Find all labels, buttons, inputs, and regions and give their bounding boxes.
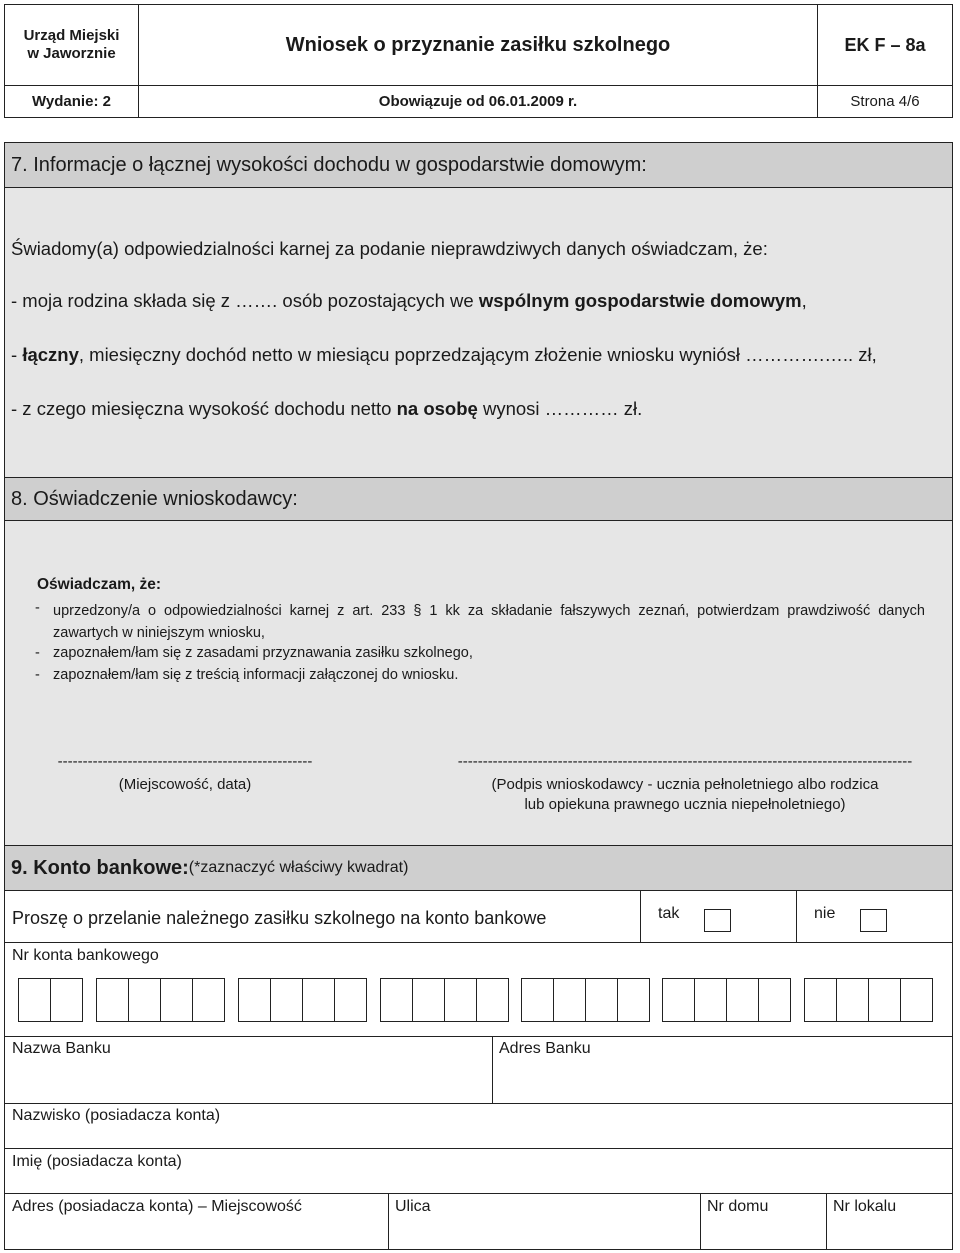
account-digit-box[interactable]	[804, 978, 837, 1022]
applicant-signature-label-2: lub opiekuna prawnego ucznia niepełnoletniego)	[524, 796, 846, 813]
flat-number-label: Nr lokalu	[833, 1198, 897, 1215]
income-per-person-text: - z czego miesięczna wysokość dochodu netto	[11, 398, 397, 419]
account-digit-box[interactable]	[334, 978, 367, 1022]
bank-address-cell[interactable]	[492, 1036, 953, 1104]
holder-surname-label: Nazwisko (posiadacza konta)	[12, 1107, 221, 1124]
account-digit-box[interactable]	[160, 978, 193, 1022]
household-size-line[interactable]	[11, 290, 807, 312]
transfer-no-checkbox[interactable]	[860, 909, 887, 932]
transfer-request-text: Proszę o przelanie należnego zasiłku szkolnego na konto bankowe	[12, 908, 547, 928]
account-digit-box[interactable]	[238, 978, 271, 1022]
household-size-bold: wspólnym gospodarstwie domowym	[478, 290, 802, 311]
section9-heading	[4, 845, 953, 891]
section8-title: 8. Oświadczenie wnioskodawcy:	[11, 487, 298, 510]
bank-name-cell[interactable]	[4, 1036, 493, 1104]
place-date-line: ---------------------------------------------------	[57, 753, 313, 770]
place-date-label: (Miejscowość, data)	[118, 776, 252, 793]
applicant-signature-label-1: (Podpis wnioskodawcy - ucznia pełnoletniego albo rodzica	[491, 776, 879, 793]
account-digit-box[interactable]	[900, 978, 933, 1022]
account-digit-box[interactable]	[836, 978, 869, 1022]
declaration-item-3-dash: -	[35, 667, 40, 683]
account-digit-box[interactable]	[50, 978, 83, 1022]
declaration-item-3	[35, 667, 458, 683]
account-digit-box[interactable]	[758, 978, 791, 1022]
holder-city-cell[interactable]	[4, 1193, 389, 1250]
transfer-yes-label: tak	[658, 905, 680, 922]
valid-from	[138, 85, 818, 118]
holder-first-name-cell[interactable]	[4, 1148, 953, 1194]
section8-heading	[4, 477, 953, 521]
account-digit-box[interactable]	[192, 978, 225, 1022]
total-income-text: , miesięczny dochód netto w miesiącu poprzedzającym złożenie wniosku wyniósł ………….….. zł,	[78, 344, 877, 365]
account-digit-box[interactable]	[128, 978, 161, 1022]
declaration-item-1-text: uprzedzony/a o odpowiedzialności karnej z art. 233 § 1 kk za składanie fałszywych zeznań, potwierdzam prawdziwość danych zawartych w niniejszym wniosku,	[53, 603, 925, 641]
bank-name-label: Nazwa Banku	[12, 1040, 111, 1057]
section7-body	[4, 187, 953, 478]
account-digit-box[interactable]	[476, 978, 509, 1022]
form-title-text: Wniosek o przyznanie zasiłku szkolnego	[285, 33, 671, 56]
account-digit-box[interactable]	[694, 978, 727, 1022]
declaration-intro-text: Oświadczam, że:	[37, 576, 162, 593]
account-digit-box[interactable]	[617, 978, 650, 1022]
applicant-signature-line: -------------------------------------------------------------------------------------------	[457, 753, 913, 770]
street-cell[interactable]	[388, 1193, 701, 1250]
section7-statement-text: Świadomy(a) odpowiedzialności karnej za podanie nieprawdziwych danych oświadczam, że:	[11, 238, 768, 259]
declaration-item-3-text: zapoznałem/łam się z treścią informacji załączonej do wniosku.	[53, 667, 459, 683]
income-per-person-end: wynosi ………… zł.	[477, 398, 643, 419]
declaration-item-2-text: zapoznałem/łam się z zasadami przyznawania zasiłku szkolnego,	[53, 645, 473, 661]
holder-first-name-label: Imię (posiadacza konta)	[12, 1153, 182, 1170]
account-digit-box[interactable]	[553, 978, 586, 1022]
bank-address-label: Adres Banku	[499, 1040, 591, 1057]
transfer-yes-checkbox[interactable]	[704, 909, 731, 932]
account-digit-box[interactable]	[444, 978, 477, 1022]
edition	[4, 85, 139, 118]
total-income-bold: łączny	[22, 344, 79, 365]
account-digit-box[interactable]	[521, 978, 554, 1022]
applicant-signature[interactable]	[440, 753, 930, 813]
account-digit-box[interactable]	[726, 978, 759, 1022]
page-number-text: Strona 4/6	[850, 93, 920, 110]
account-digit-box[interactable]	[18, 978, 51, 1022]
office-name	[4, 4, 139, 86]
total-income-dash: -	[11, 344, 23, 365]
household-size-text: - moja rodzina składa się z ……. osób pozostających we	[11, 290, 479, 311]
transfer-no-label: nie	[814, 905, 836, 922]
form-code	[817, 4, 953, 86]
account-digit-box[interactable]	[662, 978, 695, 1022]
income-per-person-line[interactable]	[11, 398, 642, 420]
section9-title: 9. Konto bankowe:	[11, 856, 189, 879]
account-digit-box[interactable]	[270, 978, 303, 1022]
account-digit-box[interactable]	[96, 978, 129, 1022]
holder-city-label: Adres (posiadacza konta) – Miejscowość	[12, 1198, 302, 1215]
place-date-signature[interactable]	[40, 753, 330, 793]
section7-heading	[4, 142, 953, 188]
declaration-item-2	[35, 645, 473, 661]
account-digit-box[interactable]	[380, 978, 413, 1022]
total-income-line[interactable]	[11, 344, 877, 366]
house-number-cell[interactable]	[700, 1193, 827, 1250]
transfer-request-cell	[4, 890, 641, 943]
office-name-line2: w Jaworznie	[27, 45, 116, 62]
office-name-line1: Urząd Miejski	[23, 27, 120, 44]
edition-text: Wydanie: 2	[32, 93, 111, 110]
account-digit-box[interactable]	[302, 978, 335, 1022]
declaration-item-1	[35, 600, 925, 644]
house-number-label: Nr domu	[707, 1198, 769, 1215]
declaration-item-2-dash: -	[35, 645, 40, 661]
page-number	[817, 85, 953, 118]
account-digit-box[interactable]	[412, 978, 445, 1022]
form-title	[138, 4, 818, 86]
account-number-label: Nr konta bankowego	[12, 947, 159, 964]
account-digit-box[interactable]	[868, 978, 901, 1022]
holder-surname-cell[interactable]	[4, 1103, 953, 1149]
street-label: Ulica	[395, 1198, 431, 1215]
form-code-text: EK F – 8a	[844, 34, 926, 55]
declaration-intro	[37, 576, 161, 594]
section9-note: (*zaznaczyć właściwy kwadrat)	[188, 859, 409, 876]
flat-number-cell[interactable]	[826, 1193, 953, 1250]
declaration-item-1-dash: -	[35, 600, 40, 616]
valid-from-text: Obowiązuje od 06.01.2009 r.	[378, 93, 578, 110]
income-per-person-bold: na osobę	[396, 398, 478, 419]
household-size-end: ,	[801, 290, 807, 311]
section7-title: 7. Informacje o łącznej wysokości dochodu w gospodarstwie domowym:	[11, 153, 647, 176]
section7-statement	[11, 238, 768, 260]
account-digit-box[interactable]	[585, 978, 618, 1022]
